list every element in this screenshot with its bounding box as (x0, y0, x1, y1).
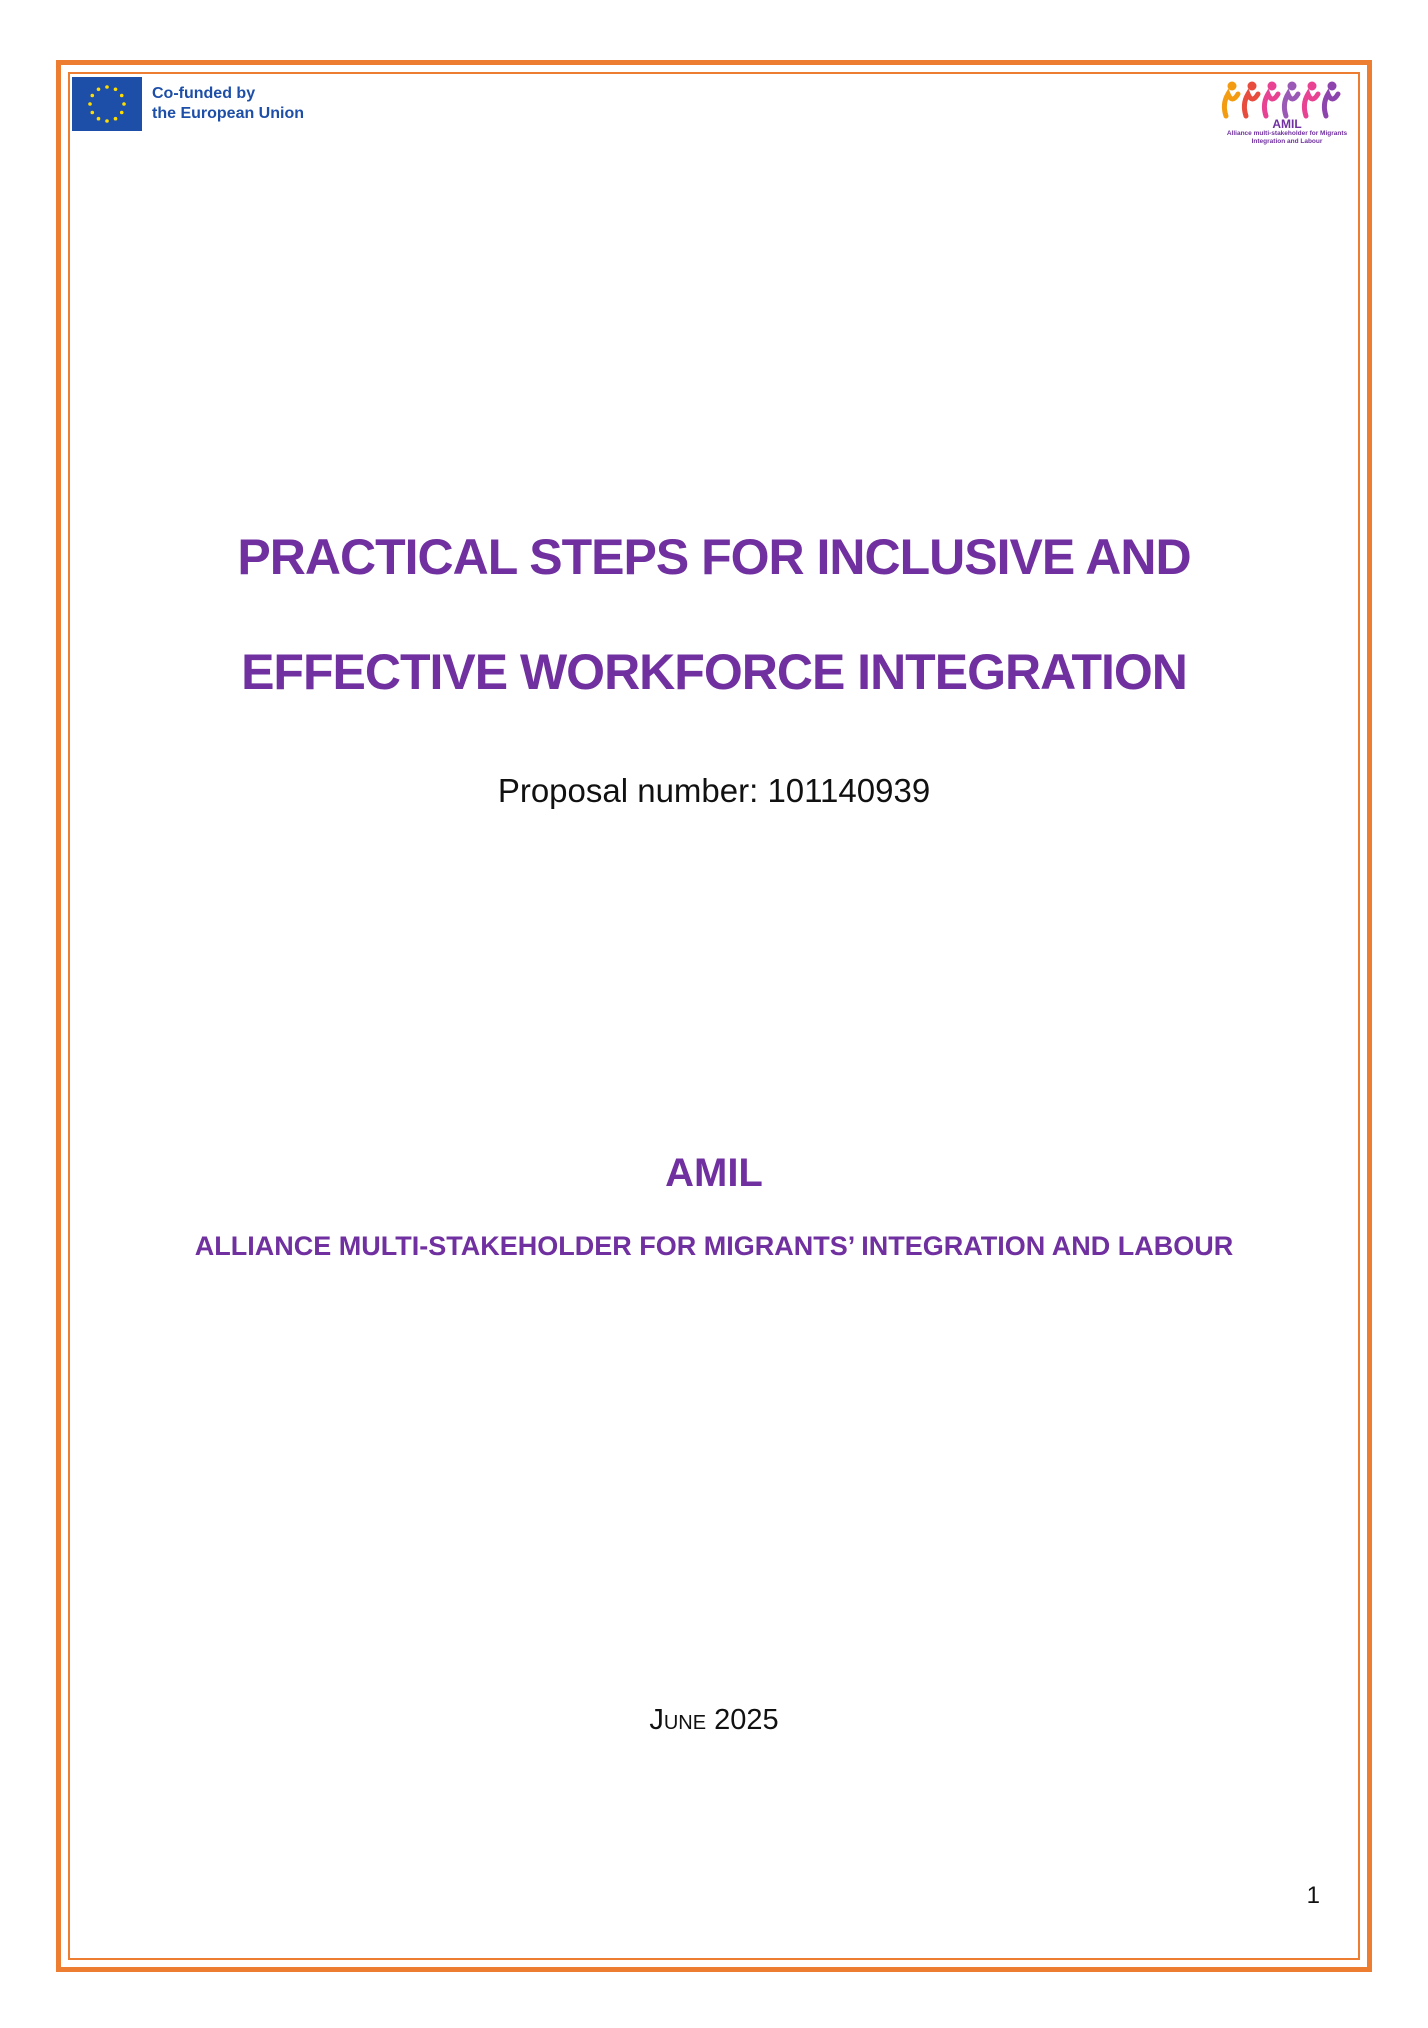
amil-people-logo-icon (1212, 78, 1362, 120)
eu-star-icon (88, 102, 92, 106)
amil-logo-name: AMIL (1272, 117, 1302, 131)
eu-star-icon (105, 85, 109, 89)
page-border-inner (68, 72, 1360, 1960)
eu-cofunded-text (152, 84, 304, 124)
eu-star-icon (90, 111, 94, 115)
eu-star-icon (120, 94, 124, 98)
eu-star-icon (90, 94, 94, 98)
eu-star-icon (97, 87, 101, 91)
eu-flag-icon (72, 77, 142, 131)
page-number: 1 (1306, 1882, 1320, 1909)
proposal-number: Proposal number: 101140939 (497, 772, 931, 809)
document-title-line2: EFFECTIVE WORKFORCE INTEGRATION (241, 644, 1187, 700)
amil-logo (1212, 78, 1362, 146)
amil-logo-tagline-line2: Integration and Labour (1251, 138, 1323, 145)
eu-text-line1: Co-funded by (152, 85, 256, 102)
eu-star-icon (114, 117, 118, 121)
document-title-line1: PRACTICAL STEPS FOR INCLUSIVE AND (237, 529, 1191, 585)
eu-star-icon (120, 111, 124, 115)
eu-star-icon (105, 119, 109, 123)
eu-text-line2: the European Union (152, 105, 304, 122)
project-full-name: ALLIANCE MULTI-STAKEHOLDER FOR MIGRANTS’ INTEGRATION AND LABOUR (194, 1231, 1234, 1261)
eu-star-icon (97, 117, 101, 121)
project-acronym: AMIL (665, 1151, 763, 1195)
eu-star-icon (122, 102, 126, 106)
eu-star-icon (114, 87, 118, 91)
publication-date: June 2025 (649, 1704, 779, 1736)
eu-cofunded-logo (72, 77, 304, 131)
amil-logo-tagline-line1: Alliance multi-stakeholder for Migrants (1226, 130, 1348, 137)
